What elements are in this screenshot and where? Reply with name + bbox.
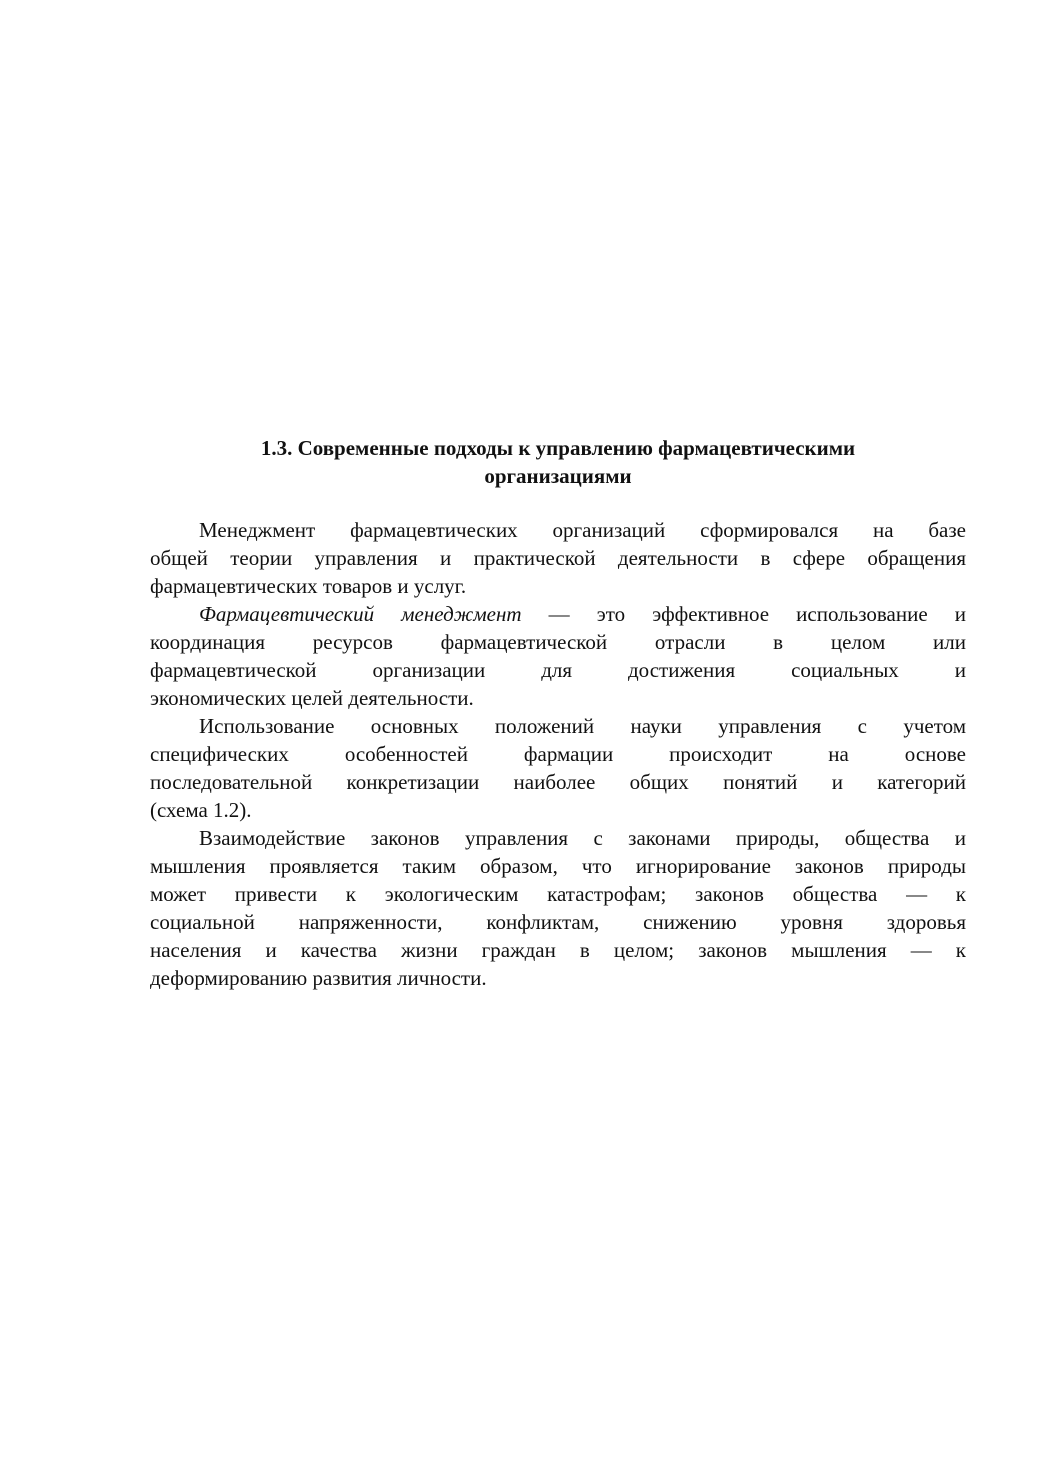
definition-term: Фармацевтический менеджмент: [199, 602, 522, 626]
paragraph-line: общей теории управления и практической деятельности в сфере обращения: [150, 546, 966, 570]
paragraph-2: [150, 600, 966, 712]
paragraph-line: фармацевтической организации для достижения социальных и: [150, 658, 966, 682]
body-text: [150, 516, 966, 992]
paragraph-4: [150, 824, 966, 992]
paragraph-line: может привести к экологическим катастрофам; законов общества — к: [150, 882, 966, 906]
paragraph-line: последовательной конкретизации наиболее общих понятий и категорий: [150, 770, 966, 794]
paragraph-line: экономических целей деятельности.: [150, 686, 474, 710]
paragraph-1: [150, 516, 966, 600]
paragraph-line: социальной напряженности, конфликтам, снижению уровня здоровья: [150, 910, 966, 934]
page-content: [150, 434, 966, 992]
paragraph-line: фармацевтических товаров и услуг.: [150, 574, 467, 598]
paragraph-line: специфических особенностей фармации происходит на основе: [150, 742, 966, 766]
section-title-line-1: 1.3. Современные подходы к управлению фармацевтическими: [260, 436, 856, 460]
paragraph-line: мышления проявляется таким образом, что игнорирование законов природы: [150, 854, 966, 878]
section-title: [150, 434, 966, 490]
paragraph-line: (схема 1.2).: [150, 798, 252, 822]
paragraph-line: Менеджмент фармацевтических организаций сформировался на базе: [199, 518, 966, 542]
section-title-line-2: организациями: [484, 464, 632, 488]
paragraph-line: деформированию развития личности.: [150, 966, 487, 990]
paragraph-line: населения и качества жизни граждан в целом; законов мышления — к: [150, 938, 966, 962]
paragraph-line: Использование основных положений науки управления с учетом: [199, 714, 966, 738]
paragraph-line: [150, 600, 966, 628]
paragraph-3: [150, 712, 966, 824]
definition-text: — это эффективное использование и: [521, 602, 966, 626]
paragraph-line: Взаимодействие законов управления с законами природы, общества и: [199, 826, 966, 850]
paragraph-line: координация ресурсов фармацевтической отрасли в целом или: [150, 630, 966, 654]
